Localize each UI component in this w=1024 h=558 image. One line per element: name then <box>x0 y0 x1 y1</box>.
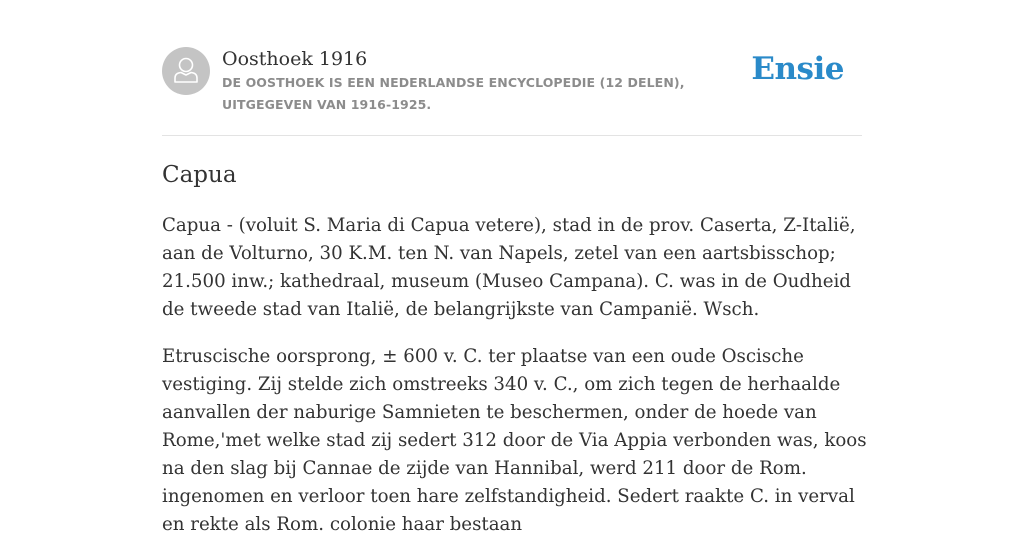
source-header <box>162 0 862 136</box>
avatar[interactable] <box>162 47 210 95</box>
source-title[interactable]: Oosthoek 1916 <box>222 48 368 70</box>
article-paragraph: Etruscische oorsprong, ± 600 v. C. ter plaatse van een oude Oscische vestiging. Zij stelde zich omstreeks 340 v. C., om zich tegen de herhaalde aanvallen der naburige Samnieten te beschermen, onder de hoede van Rome,'met welke stad zij sedert 312 door de Via Appia verbonden was, koos na den slag bij Cannae de zijde van Hannibal, werd 211 door de Rom. ingenomen en verloor toen hare zelfstandigheid. Sedert raakte C. in verval en rekte als Rom. colonie haar bestaan <box>162 346 867 535</box>
page-content <box>162 0 867 535</box>
article-body <box>162 212 868 558</box>
ensie-logo[interactable]: Ensie <box>751 51 844 87</box>
source-description: DE OOSTHOEK IS EEN NEDERLANDSE ENCYCLOPEDIE (12 DELEN), UITGEGEVEN VAN 1916-1925. <box>222 75 685 112</box>
article-paragraph: Capua - (voluit S. Maria di Capua vetere), stad in de prov. Caserta, Z-Italië, aan de Volturno, 30 K.M. ten N. van Napels, zetel van een aartsbisschop; 21.500 inw.; kathedraal, museum (Museo Campana). C. was in de Oudheid de tweede stad van Italië, de belangrijkste van Campanië. Wsch. <box>162 215 856 320</box>
article-title: Capua <box>162 162 237 188</box>
user-icon <box>162 47 210 95</box>
